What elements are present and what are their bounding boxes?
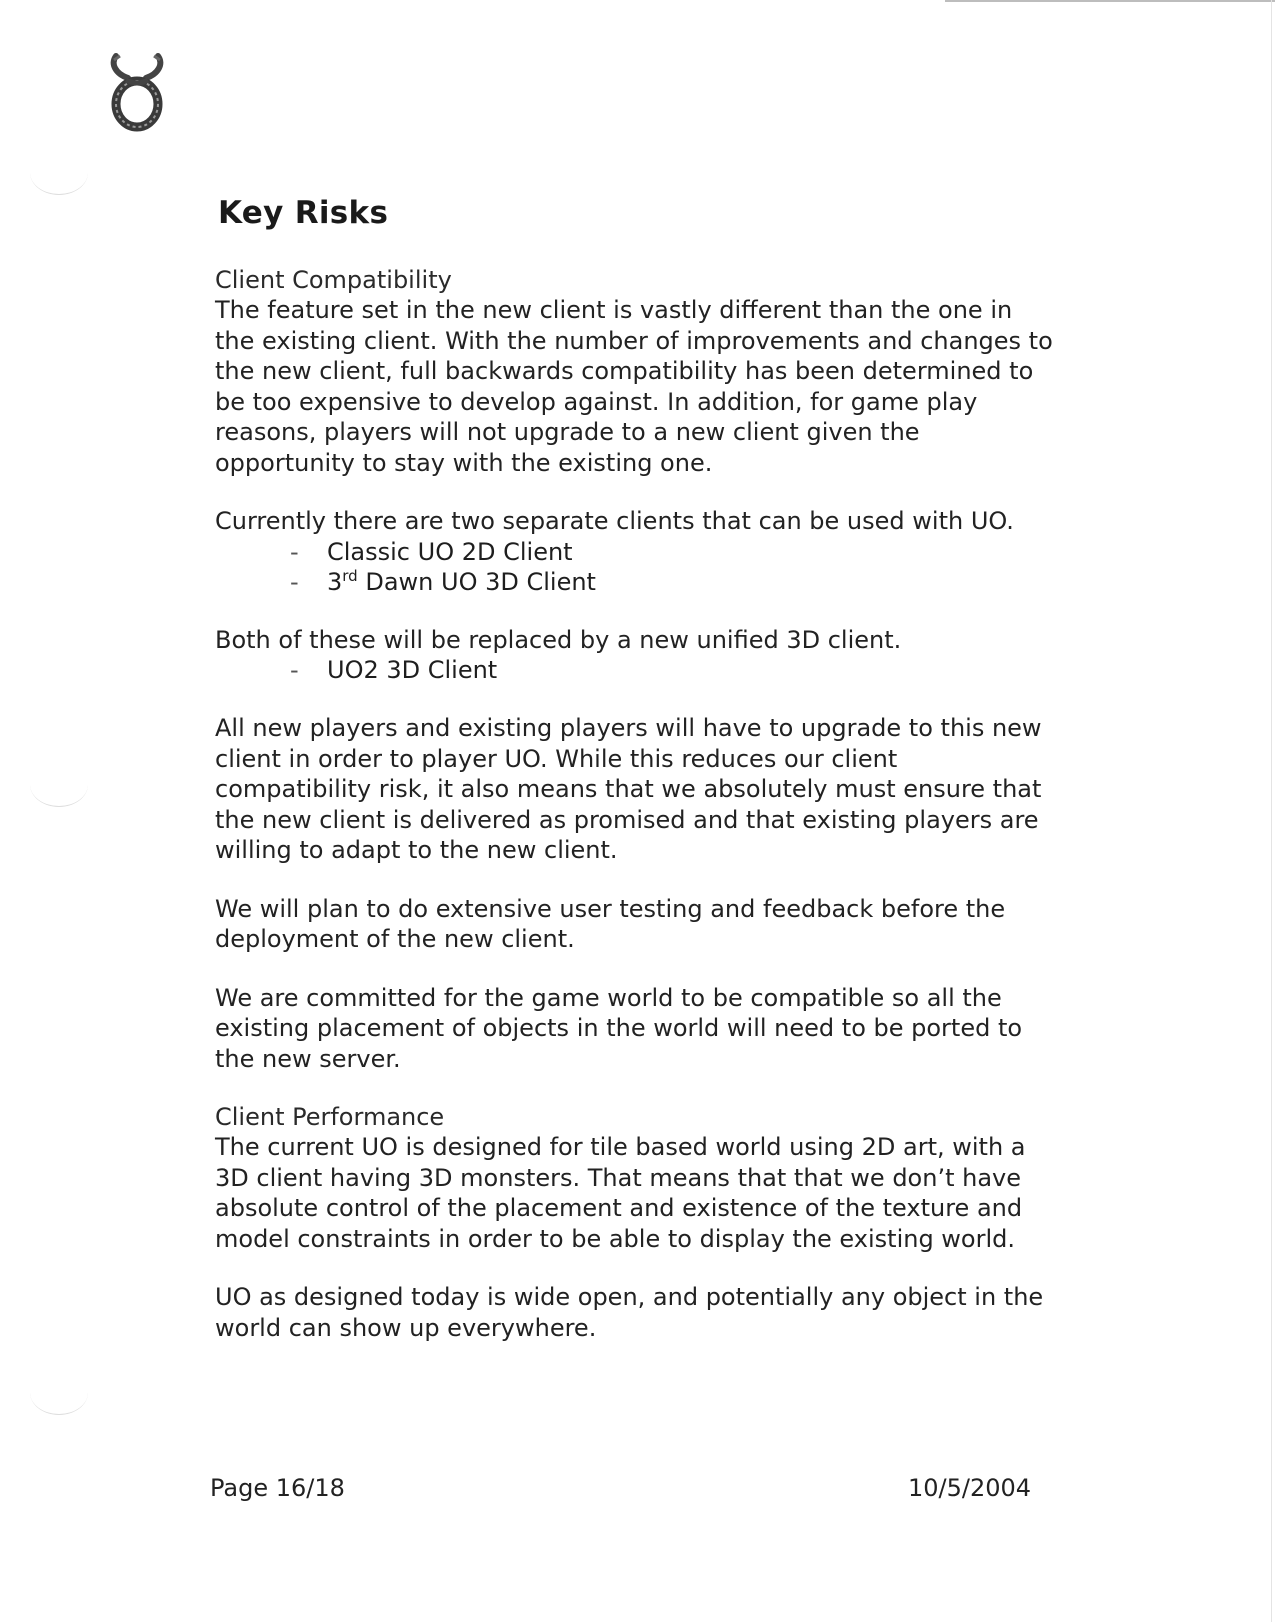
client-dawn-ordinal: 3: [327, 567, 343, 596]
current-clients-intro: Currently there are two separate clients that can be used with UO.: [215, 507, 1014, 535]
replacement-client-list: [215, 655, 1055, 685]
list-item: [290, 655, 1055, 685]
performance-intro-paragraph: The current UO is designed for tile based world using 2D art, with a 3D client having 3D monsters. That means that that we don’t have absolute control of the placement and existence of the texture and model constraints in order to be able to display the existing world.: [215, 1133, 1026, 1253]
section-heading-client-compatibility: Client Compatibility: [215, 266, 452, 294]
punch-hole-bottom: [30, 1370, 88, 1415]
document-date: 10/5/2004: [908, 1474, 1032, 1502]
document-body: [215, 265, 1055, 1343]
current-clients-list: [215, 537, 1055, 597]
ultima-ankh-logo-icon: [106, 52, 168, 132]
page-number: Page 16/18: [210, 1474, 345, 1502]
scan-edge-right: [1271, 0, 1272, 1622]
testing-paragraph: We will plan to do extensive user testing and feedback before the deployment of the new client.: [215, 894, 1006, 953]
world-compatibility-paragraph: We are committed for the game world to be compatible so all the existing placement of objects in the world will need to be ported to the new server.: [215, 983, 1023, 1073]
open-world-paragraph: UO as designed today is wide open, and potentially any object in the world can show up everywhere.: [215, 1283, 1044, 1342]
punch-hole-top: [30, 150, 88, 195]
client-dawn-name: Dawn UO 3D Client: [357, 567, 596, 596]
list-item: [290, 537, 1055, 567]
client-classic: Classic UO 2D Client: [327, 537, 573, 566]
punch-hole-middle: [30, 762, 88, 807]
section-heading-client-performance: Client Performance: [215, 1103, 445, 1131]
list-item: [290, 567, 1055, 597]
replacement-intro: Both of these will be replaced by a new unified 3D client.: [215, 625, 902, 654]
scan-edge-top: [945, 0, 1275, 2]
client-dawn-superscript: rd: [342, 566, 358, 585]
upgrade-paragraph: All new players and existing players will have to upgrade to this new client in order to player UO. While this reduces our client compatibility risk, it also means that we absolutely must ensure that the new client is delivered as promised and that existing players are willing to adapt to the new client.: [215, 714, 1042, 864]
compatibility-intro-paragraph: The feature set in the new client is vastly different than the one in the existing client. With the number of improvements and changes to the new client, full backwards compatibility has been determined to be too expensive to develop against. In addition, for game play reasons, players will not upgrade to a new client given the opportunity to stay with the existing one.: [215, 296, 1053, 477]
client-uo2: UO2 3D Client: [327, 656, 498, 684]
page-heading: Key Risks: [218, 195, 389, 231]
